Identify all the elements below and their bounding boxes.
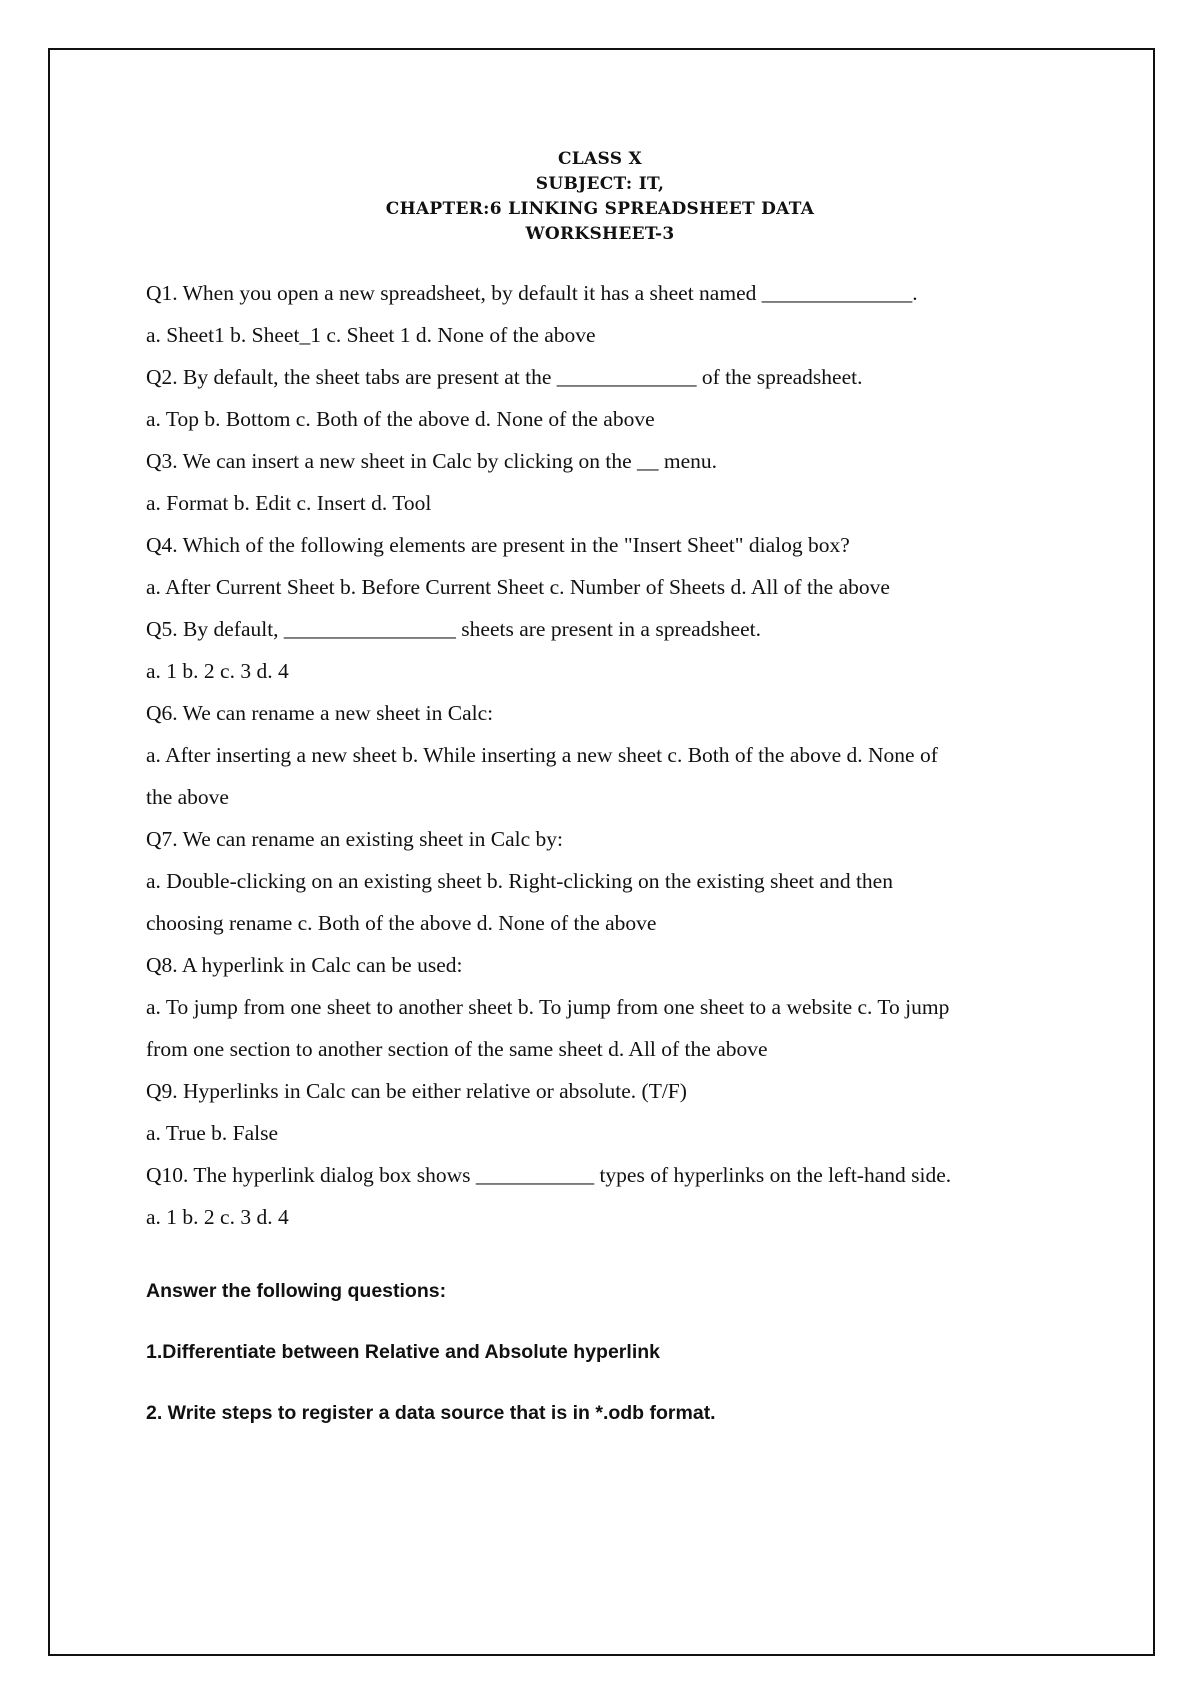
- question-8-options-line-2: from one section to another section of the same sheet d. All of the above: [146, 1037, 768, 1061]
- question-9-options: a. True b. False: [146, 1121, 278, 1145]
- question-5-options: a. 1 b. 2 c. 3 d. 4: [146, 659, 289, 683]
- question-1-options: a. Sheet1 b. Sheet_1 c. Sheet 1 d. None of the above: [146, 323, 596, 347]
- question-6-options-line-1: a. After inserting a new sheet b. While inserting a new sheet c. Both of the above d. None of: [146, 743, 938, 767]
- question-7-options-line-1: a. Double-clicking on an existing sheet b. Right-clicking on the existing sheet and then: [146, 869, 893, 893]
- class-title: CLASS X: [557, 149, 643, 169]
- question-4-text: Q4. Which of the following elements are present in the "Insert Sheet" dialog box?: [146, 533, 850, 557]
- question-10-options: a. 1 b. 2 c. 3 d. 4: [146, 1205, 289, 1229]
- question-8-options-line-1: a. To jump from one sheet to another sheet b. To jump from one sheet to a website c. To jump: [146, 995, 950, 1019]
- subject-title: SUBJECT: IT,: [535, 174, 665, 194]
- answer-question-2: 2. Write steps to register a data source that is in *.odb format.: [146, 1402, 716, 1424]
- mcq-list: [146, 272, 1066, 1238]
- question-3-text: Q3. We can insert a new sheet in Calc by clicking on the __ menu.: [146, 449, 718, 473]
- question-2-options: a. Top b. Bottom c. Both of the above d. None of the above: [146, 407, 655, 431]
- worksheet-title: WORKSHEET-3: [525, 224, 675, 244]
- chapter-title: CHAPTER:6 LINKING SPREADSHEET DATA: [385, 199, 815, 219]
- answer-question-1: 1.Differentiate between Relative and Absolute hyperlink: [146, 1341, 660, 1363]
- question-7-options-line-2: choosing rename c. Both of the above d. None of the above: [146, 911, 657, 935]
- question-9-text: Q9. Hyperlinks in Calc can be either relative or absolute. (T/F): [146, 1079, 687, 1103]
- question-6-options-line-2: the above: [146, 785, 229, 809]
- question-6-text: Q6. We can rename a new sheet in Calc:: [146, 701, 494, 725]
- worksheet-header: [0, 147, 1200, 247]
- question-7-text: Q7. We can rename an existing sheet in Calc by:: [146, 827, 563, 851]
- question-3-options: a. Format b. Edit c. Insert d. Tool: [146, 491, 432, 515]
- question-1-text: Q1. When you open a new spreadsheet, by default it has a sheet named ______________.: [146, 281, 918, 305]
- question-10-text: Q10. The hyperlink dialog box shows ___________ types of hyperlinks on the left-hand side.: [146, 1163, 952, 1187]
- question-8-text: Q8. A hyperlink in Calc can be used:: [146, 953, 463, 977]
- question-4-options: a. After Current Sheet b. Before Current Sheet c. Number of Sheets d. All of the above: [146, 575, 890, 599]
- question-5-text: Q5. By default, ________________ sheets are present in a spreadsheet.: [146, 617, 761, 641]
- answer-section-heading: Answer the following questions:: [146, 1280, 447, 1302]
- answer-section: [146, 1278, 1066, 1461]
- question-2-text: Q2. By default, the sheet tabs are present at the _____________ of the spreadsheet.: [146, 365, 863, 389]
